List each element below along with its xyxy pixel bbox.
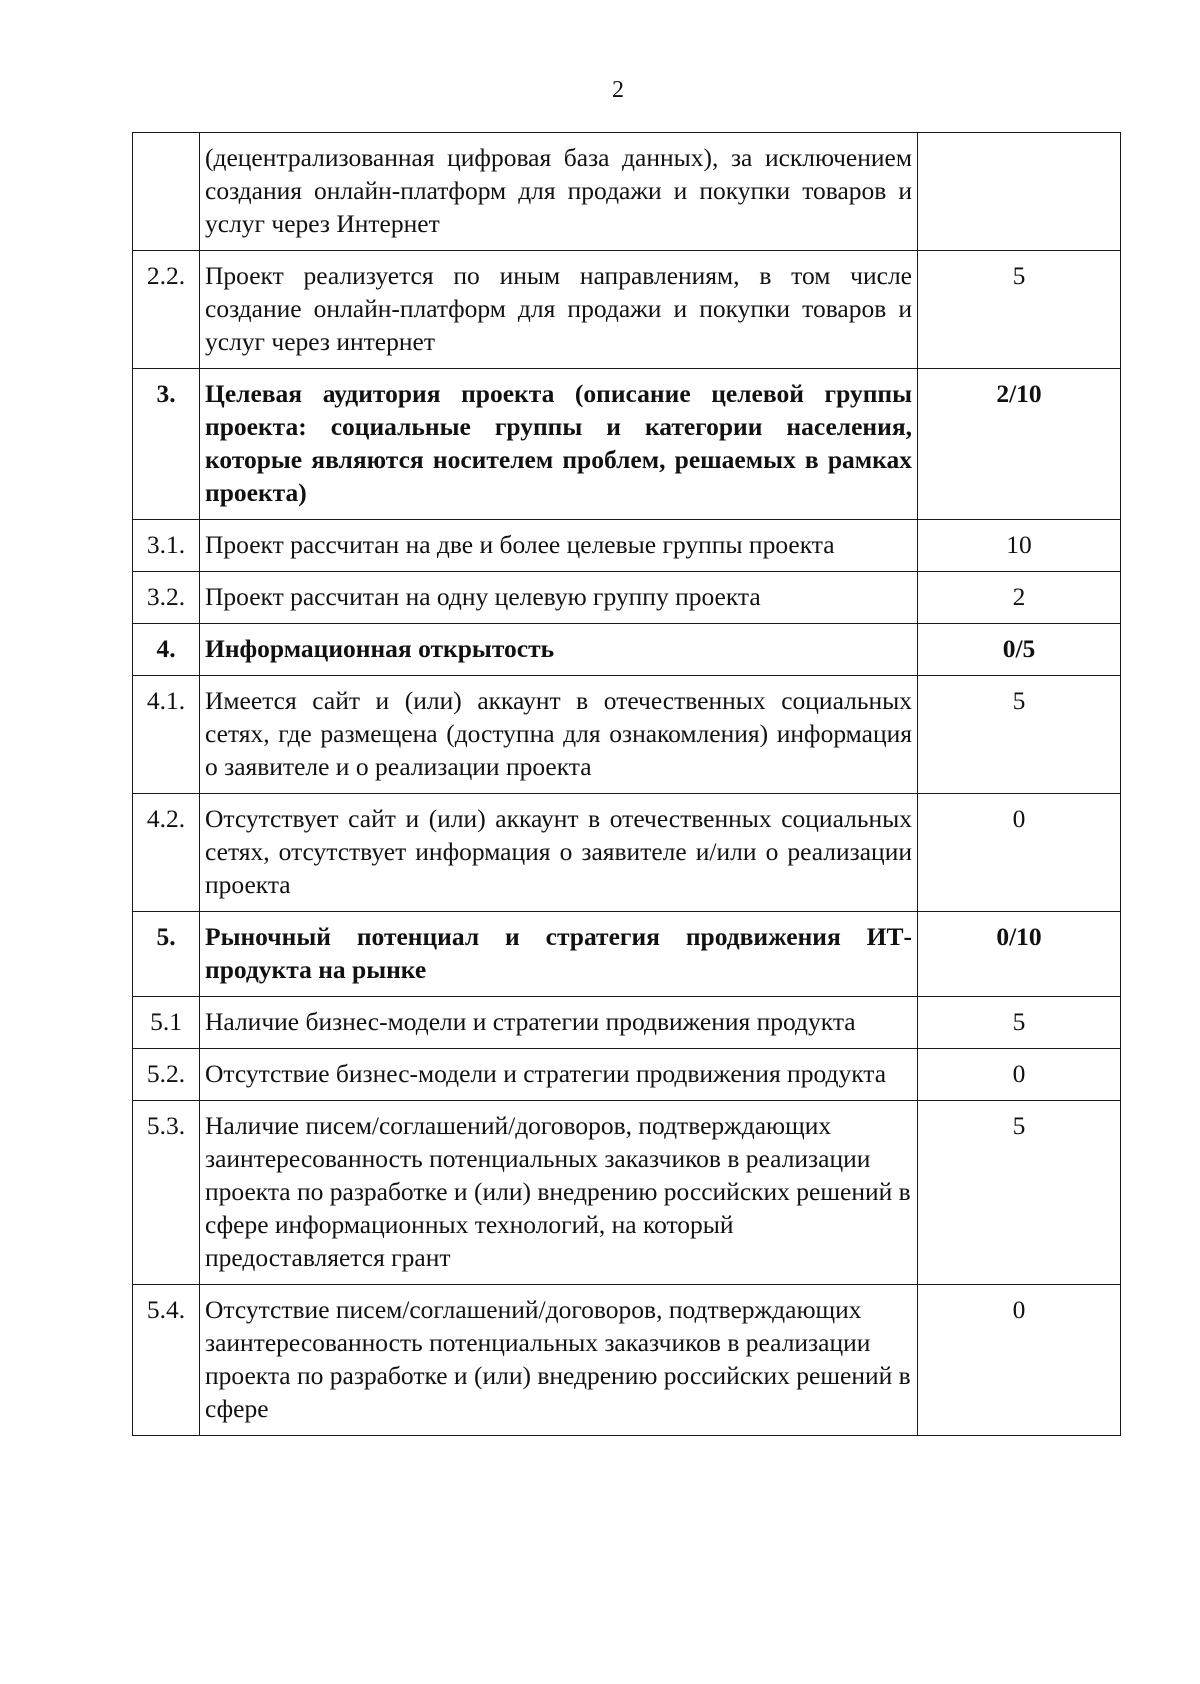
criterion-text: Целевая аудитория проекта (описание целевой группы проекта: социальные группы и категории населения, которые являются носителем проблем, решаемых в рамках проекта): [200, 369, 918, 520]
criterion-score: 2: [918, 572, 1121, 624]
criterion-score: [918, 133, 1121, 251]
row-number: 5.4.: [133, 1285, 200, 1436]
criterion-text: Проект реализуется по иным направлениям, в том числе создание онлайн-платформ для продажи и покупки товаров и услуг через интернет: [200, 251, 918, 369]
page-number: 2: [612, 77, 624, 103]
criterion-text: Информационная открытость: [200, 624, 918, 676]
criterion-text: Наличие бизнес-модели и стратегии продвижения продукта: [200, 997, 918, 1049]
criterion-text: (децентрализованная цифровая база данных), за исключением создания онлайн-платформ для продажи и покупки товаров и услуг через Интернет: [200, 133, 918, 251]
criterion-score: 5: [918, 251, 1121, 369]
criterion-text: Рыночный потенциал и стратегия продвижения ИТ-продукта на рынке: [200, 912, 918, 997]
row-number: 4.1.: [133, 676, 200, 794]
criterion-text: Отсутствие писем/соглашений/договоров, подтверждающих заинтересованность потенциальных заказчиков в реализации проекта по разработке и (или) внедрению российских решений в сфере: [200, 1285, 918, 1436]
criterion-score: 0/10: [918, 912, 1121, 997]
criteria-row: [133, 1101, 1121, 1285]
criterion-score: 5: [918, 997, 1121, 1049]
criterion-text: Отсутствует сайт и (или) аккаунт в отечественных социальных сетях, отсутствует информация о заявителе и/или о реализации проекта: [200, 794, 918, 912]
row-number: 2.2.: [133, 251, 200, 369]
criteria-row: [133, 1049, 1121, 1101]
criterion-text: Имеется сайт и (или) аккаунт в отечественных социальных сетях, где размещена (доступна для ознакомления) информация о заявителе и о реализации проекта: [200, 676, 918, 794]
criterion-score: 10: [918, 520, 1121, 572]
criteria-section-row: [133, 624, 1121, 676]
row-number: [133, 133, 200, 251]
criterion-text: Наличие писем/соглашений/договоров, подтверждающих заинтересованность потенциальных заказчиков в реализации проекта по разработке и (или) внедрению российских решений в сфере информационных технологий, на который предоставляется грант: [200, 1101, 918, 1285]
row-number: 3.2.: [133, 572, 200, 624]
criteria-section-row: [133, 369, 1121, 520]
criterion-score: 0: [918, 1285, 1121, 1436]
row-number: 3.: [133, 369, 200, 520]
criteria-row: [133, 794, 1121, 912]
criteria-row: [133, 133, 1121, 251]
criteria-row: [133, 997, 1121, 1049]
row-number: 5.3.: [133, 1101, 200, 1285]
row-number: 5.1: [133, 997, 200, 1049]
criteria-row: [133, 1285, 1121, 1436]
criterion-score: 0: [918, 794, 1121, 912]
criteria-row: [133, 676, 1121, 794]
criterion-score: 2/10: [918, 369, 1121, 520]
criterion-score: 5: [918, 1101, 1121, 1285]
criterion-score: 0/5: [918, 624, 1121, 676]
row-number: 5.: [133, 912, 200, 997]
criterion-score: 5: [918, 676, 1121, 794]
criteria-section-row: [133, 912, 1121, 997]
criteria-row: [133, 520, 1121, 572]
criteria-table: [132, 132, 1121, 1436]
criterion-text: Проект рассчитан на одну целевую группу проекта: [200, 572, 918, 624]
row-number: 3.1.: [133, 520, 200, 572]
criterion-text: Отсутствие бизнес-модели и стратегии продвижения продукта: [200, 1049, 918, 1101]
row-number: 4.: [133, 624, 200, 676]
criteria-row: [133, 251, 1121, 369]
criterion-score: 0: [918, 1049, 1121, 1101]
criteria-table-body: [133, 133, 1121, 1436]
row-number: 4.2.: [133, 794, 200, 912]
criterion-text: Проект рассчитан на две и более целевые группы проекта: [200, 520, 918, 572]
criteria-row: [133, 572, 1121, 624]
row-number: 5.2.: [133, 1049, 200, 1101]
